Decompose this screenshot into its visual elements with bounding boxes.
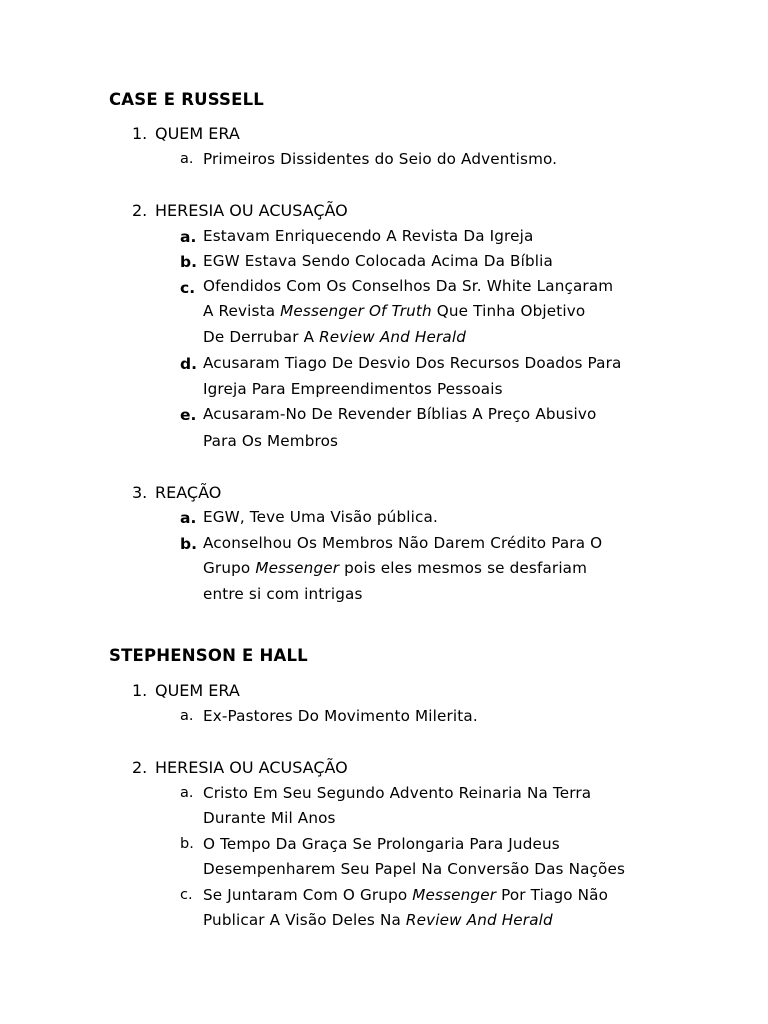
item-letter: c. [180,887,193,903]
numbered-heading: 1. QUEM ERA [132,124,240,143]
item-text: Acusaram Tiago De Desvio Dos Recursos Doados Para [203,354,622,372]
item-text: A Revista Messenger Of Truth Que Tinha Objetivo [203,302,586,320]
publication-title: Messenger Of Truth [280,302,432,320]
item-letter: a. [180,708,194,724]
item-text: Igreja Para Empreendimentos Pessoais [203,380,503,398]
item-text: Cristo Em Seu Segundo Advento Reinaria Na Terra [203,784,592,802]
item-letter: a. [180,509,197,527]
item-text: entre si com intrigas [203,585,363,603]
item-letter: b. [180,535,197,553]
item-letter: e. [180,406,197,424]
item-text: Se Juntaram Com O Grupo Messenger Por Tiago Não [203,886,609,904]
item-letter: b. [180,253,197,271]
publication-title: Review And Herald [319,328,466,346]
item-letter: a. [180,151,194,167]
numbered-heading: 2. HERESIA OU ACUSAÇÃO [132,758,348,777]
item-letter: a. [180,228,197,246]
item-text: Ofendidos Com Os Conselhos Da Sr. White Lançaram [203,277,614,295]
item-text: Estavam Enriquecendo A Revista Da Igreja [203,227,534,245]
item-text: Primeiros Dissidentes do Seio do Adventismo. [203,150,558,168]
item-text: O Tempo Da Graça Se Prolongaria Para Judeus [203,835,560,853]
item-letter: c. [180,279,196,297]
item-text: De Derrubar A Review And Herald [203,328,466,346]
item-letter: a. [180,785,194,801]
item-letter: b. [180,836,194,852]
numbered-heading: 3. REAÇÃO [132,483,222,502]
item-letter: d. [180,355,197,373]
item-text: Aconselhou Os Membros Não Darem Crédito Para O [203,534,603,552]
item-text: Grupo Messenger pois eles mesmos se desfariam [203,559,588,577]
item-text: Desempenharem Seu Papel Na Conversão Das Nações [203,860,626,878]
item-text: EGW, Teve Uma Visão pública. [203,508,438,526]
publication-title: Messenger [412,886,497,904]
item-text: Ex-Pastores Do Movimento Milerita. [203,707,478,725]
publication-title: Review And Herald [405,911,553,929]
numbered-heading: 1. QUEM ERA [132,681,240,700]
item-text: Durante Mil Anos [203,809,336,827]
item-text: Acusaram-No De Revender Bíblias A Preço Abusivo [203,405,597,423]
item-text: Para Os Membros [203,432,339,450]
item-text: Publicar A Visão Deles Na Review And Herald [203,911,553,929]
publication-title: Messenger [255,559,340,577]
section-title: STEPHENSON E HALL [109,646,308,665]
numbered-heading: 2. HERESIA OU ACUSAÇÃO [132,201,348,220]
section-title: CASE E RUSSELL [109,90,265,109]
item-text: EGW Estava Sendo Colocada Acima Da Bíblia [203,252,553,270]
